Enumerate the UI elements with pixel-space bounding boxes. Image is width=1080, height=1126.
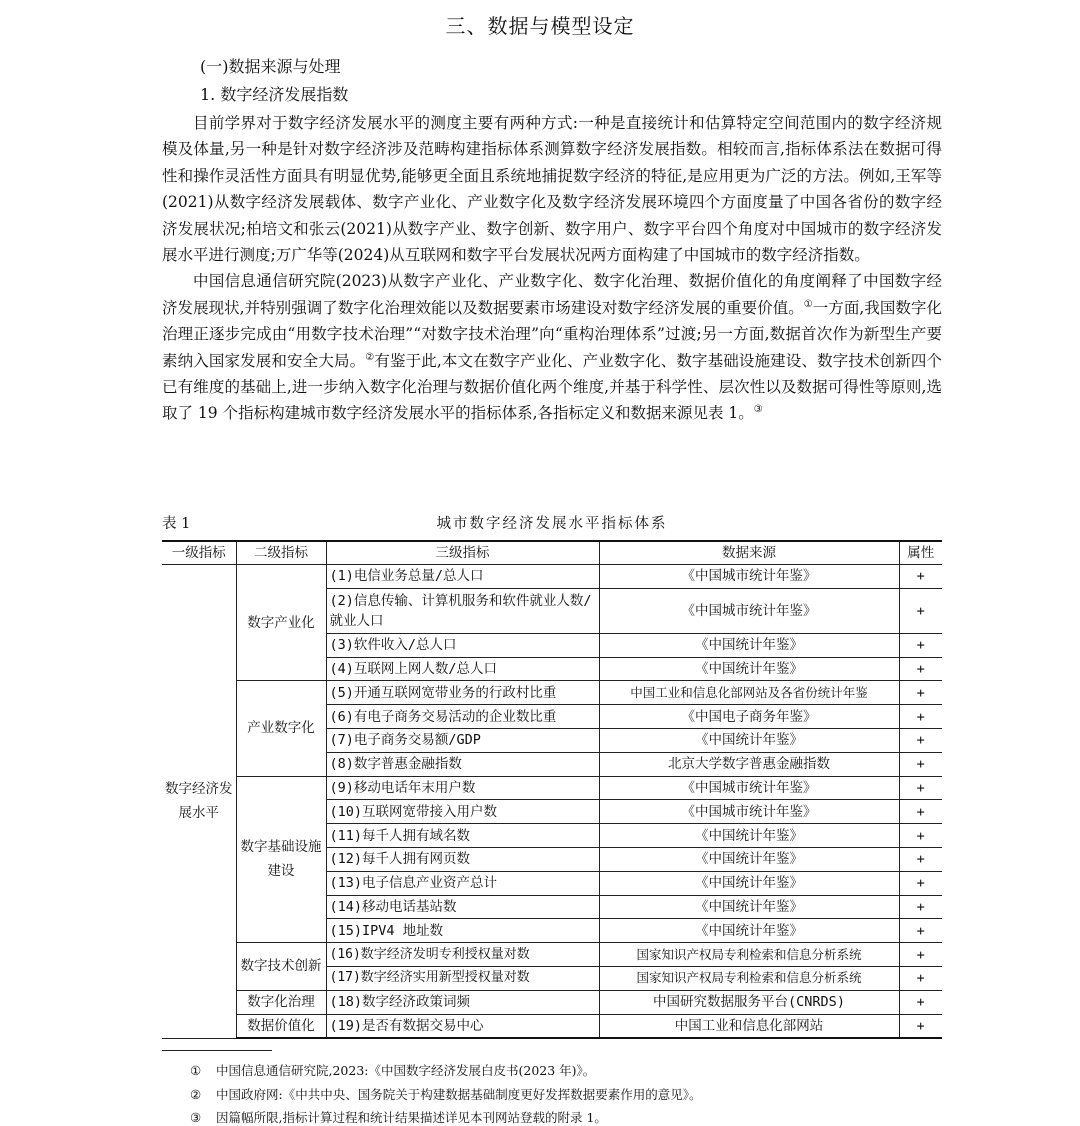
indicator-cell: (14)移动电话基站数 [326,895,599,919]
attr-cell: + [899,824,942,848]
header-source: 数据来源 [599,541,899,565]
attr-cell: + [899,919,942,943]
source-cell: 《中国统计年鉴》 [599,824,899,848]
indicator-cell: (18)数字经济政策词频 [326,990,599,1014]
indicator-cell: (2)信息传输、计算机服务和软件就业人数/就业人口 [326,588,599,633]
paragraph-2-part-1: 中国信息通信研究院(2023)从数字产业化、产业数字化、数字化治理、数据价值化的角度阐释了中国数字经济发展现状,并特别强调了数字化治理效能以及数据要素市场建设对数字经济发展的重要价值。 [162,272,942,317]
footnote-ref-2[interactable]: ② [365,351,375,363]
source-cell: 《中国城市统计年鉴》 [599,565,899,589]
attr-cell: + [899,1014,942,1038]
source-cell: 《中国统计年鉴》 [599,895,899,919]
table-row [162,776,942,800]
attr-cell: + [899,943,942,967]
source-cell: 《中国统计年鉴》 [599,728,899,752]
indicator-table [162,540,942,1039]
attr-cell: + [899,588,942,633]
header-attr: 属性 [899,541,942,565]
attr-cell: + [899,776,942,800]
section-title: 三、数据与模型设定 [445,14,635,38]
source-cell: 国家知识产权局专利检索和信息分析系统 [599,943,899,967]
header-level2: 二级指标 [236,541,326,565]
attr-cell: + [899,752,942,776]
table-row [162,1014,942,1038]
level2-data-valorization: 数据价值化 [236,1014,326,1038]
table-row [162,681,942,705]
source-cell: 《中国统计年鉴》 [599,847,899,871]
table-title: 城市数字经济发展水平指标体系 [436,516,668,532]
table-row [162,565,942,589]
indicator-cell: (13)电子信息产业资产总计 [326,871,599,895]
indicator-cell: (12)每千人拥有网页数 [326,847,599,871]
indicator-cell: (1)电信业务总量/总人口 [326,565,599,589]
source-cell: 《中国城市统计年鉴》 [599,588,899,633]
header-level3: 三级指标 [326,541,599,565]
footnote-text: 中国政府网:《中共中央、国务院关于构建数据基础制度更好发挥数据要素作用的意见》。 [216,1087,702,1102]
attr-cell: + [899,847,942,871]
attr-cell: + [899,895,942,919]
footnote-text: 因篇幅所限,指标计算过程和统计结果描述详见本刊网站登载的附录 1。 [216,1110,607,1125]
indicator-cell: (10)互联网宽带接入用户数 [326,800,599,824]
source-cell: 中国工业和信息化部网站及各省份统计年鉴 [599,681,899,705]
paragraph-2-part-2: 一方面,我国数字化治理正逐步完成由“用数字技术治理”“对数字技术治理”向“重构治理体系”过渡;另一方面,数据首次作为新型生产要素纳入国家发展和安全大局。 [162,298,942,370]
level2-digital-governance: 数字化治理 [236,990,326,1014]
footnote-mark: ① [190,1063,202,1078]
level1-cell: 数字经济发展水平 [162,565,236,1039]
source-cell: 北京大学数字普惠金融指数 [599,752,899,776]
footnote-divider [162,1050,272,1051]
footnote-3 [190,1108,607,1126]
level2-industrial-digitization: 产业数字化 [236,681,326,776]
indicator-cell: (19)是否有数据交易中心 [326,1014,599,1038]
paragraph-2-part-3: 有鉴于此,本文在数字产业化、产业数字化、数字基础设施建设、数字技术创新四个已有维度的基础上,进一步纳入数字化治理与数据价值化两个维度,并基于科学性、层次性以及数据可得性等原则,选取了 19 个指标构建城市数字经济发展水平的指标体系,各指标定义和数据来源见表 1。 [162,351,942,423]
attr-cell: + [899,681,942,705]
indicator-cell: (7)电子商务交易额/GDP [326,728,599,752]
level2-digital-infrastructure: 数字基础设施建设 [236,776,326,943]
body-text [162,110,942,427]
indicator-cell: (11)每千人拥有域名数 [326,824,599,848]
indicator-cell: (4)互联网上网人数/总人口 [326,657,599,681]
indicator-cell: (8)数字普惠金融指数 [326,752,599,776]
source-cell: 《中国电子商务年鉴》 [599,705,899,729]
indicator-cell: (5)开通互联网宽带业务的行政村比重 [326,681,599,705]
footnote-ref-1[interactable]: ① [803,298,813,310]
indicator-cell: (17)数字经济实用新型授权量对数 [326,966,599,990]
subsection-heading: 1. 数字经济发展指数 [200,85,349,104]
source-cell: 《中国统计年鉴》 [599,871,899,895]
source-cell: 中国工业和信息化部网站 [599,1014,899,1038]
indicator-cell: (16)数字经济发明专利授权量对数 [326,943,599,967]
attr-cell: + [899,705,942,729]
attr-cell: + [899,633,942,657]
footnote-mark: ② [190,1087,202,1102]
indicator-cell: (6)有电子商务交易活动的企业数比重 [326,705,599,729]
header-level1: 一级指标 [162,541,236,565]
attr-cell: + [899,565,942,589]
source-cell: 国家知识产权局专利检索和信息分析系统 [599,966,899,990]
table-row [162,943,942,967]
attr-cell: + [899,657,942,681]
attr-cell: + [899,728,942,752]
source-cell: 《中国统计年鉴》 [599,919,899,943]
paragraph-1: 目前学界对于数字经济发展水平的测度主要有两种方式:一种是直接统计和估算特定空间范围内的数字经济规模及体量,另一种是针对数字经济涉及范畴构建指标体系测算数字经济发展指数。相较而言,指标体系法在数据可得性和操作灵活性方面具有明显优势,能够更全面且系统地捕捉数字经济的特征,是应用更为广泛的方法。例如,王军等(2021)从数字经济发展载体、数字产业化、产业数字化及数字经济发展环境四个方面度量了中国各省份的数字经济发展状况;柏培文和张云(2021)从数字产业、数字创新、数字用户、数字平台四个角度对中国城市的数字经济发展水平进行测度;万广华等(2024)从互联网和数字平台发展状况两方面构建了中国城市的数字经济指数。 [162,114,942,265]
footnote-mark: ③ [190,1110,202,1125]
table-header-row [162,541,942,565]
level2-digital-innovation: 数字技术创新 [236,943,326,991]
attr-cell: + [899,800,942,824]
table-row [162,990,942,1014]
section-heading: (一)数据来源与处理 [200,57,341,76]
indicator-cell: (3)软件收入/总人口 [326,633,599,657]
source-cell: 《中国统计年鉴》 [599,657,899,681]
footnote-text: 中国信息通信研究院,2023:《中国数字经济发展白皮书(2023 年)》。 [216,1063,596,1078]
level2-digital-industrialization: 数字产业化 [236,565,326,681]
table-label: 表 1 [162,516,191,532]
indicator-cell: (15)IPV4 地址数 [326,919,599,943]
indicator-cell: (9)移动电话年末用户数 [326,776,599,800]
source-cell: 《中国统计年鉴》 [599,633,899,657]
paragraph-2 [162,268,942,426]
source-cell: 中国研究数据服务平台(CNRDS) [599,990,899,1014]
source-cell: 《中国城市统计年鉴》 [599,800,899,824]
attr-cell: + [899,990,942,1014]
attr-cell: + [899,871,942,895]
footnote-1 [190,1061,595,1079]
attr-cell: + [899,966,942,990]
footnote-2 [190,1085,701,1103]
footnote-ref-3[interactable]: ③ [753,404,763,416]
source-cell: 《中国城市统计年鉴》 [599,776,899,800]
